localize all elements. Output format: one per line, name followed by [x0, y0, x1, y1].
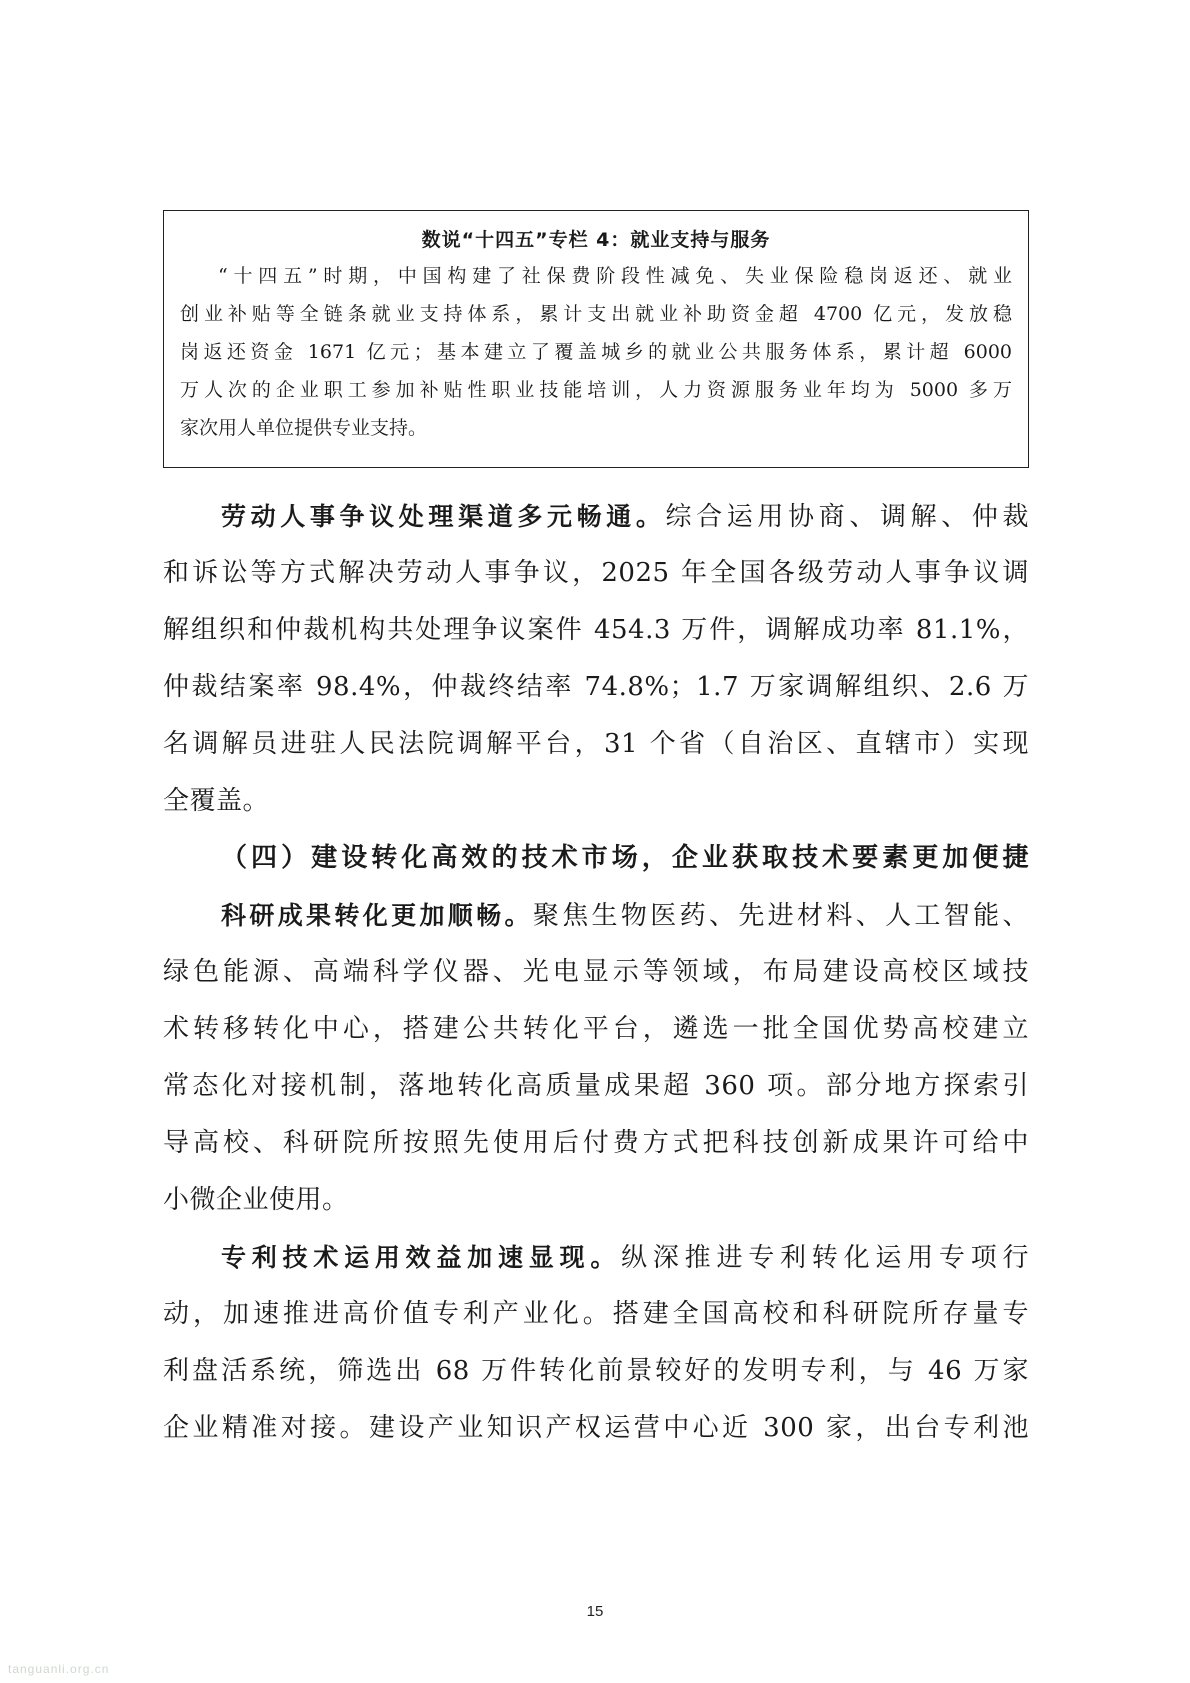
paragraph-line: 名调解员进驻人民法院调解平台，31 个省（自治区、直辖市）实现 — [163, 729, 1029, 759]
page-number: 15 — [586, 1603, 604, 1620]
paragraph-line: 术转移转化中心，搭建公共转化平台，遴选一批全国优势高校建立 — [163, 1014, 1029, 1044]
paragraph-line: 导高校、科研院所按照先使用后付费方式把科技创新成果许可给中 — [163, 1128, 1029, 1158]
paragraph-line: 利盘活系统，筛选出 68 万件转化前景较好的发明专利，与 46 万家 — [163, 1356, 1029, 1386]
section-heading — [163, 830, 1029, 887]
paragraph-line: 常态化对接机制，落地转化高质量成果超 360 项。部分地方探索引 — [163, 1071, 1029, 1101]
paragraph-lead: 劳动人事争议处理渠道多元畅通。 — [221, 502, 666, 531]
section-heading-text: （四）建设转化高效的技术市场，企业获取技术要素更加便捷 — [221, 843, 1029, 873]
box-line: 创业补贴等全链条就业支持体系，累计支出就业补助资金超 4700 亿元，发放稳 — [180, 303, 1012, 325]
watermark: tanguanli.org.cn — [8, 1662, 110, 1676]
paragraph-text: 综合运用协商、调解、仲裁 — [665, 502, 1029, 532]
paragraph-first-line — [163, 488, 1029, 545]
paragraph-line: 全覆盖。 — [163, 786, 270, 816]
paragraph-line: 和诉讼等方式解决劳动人事争议，2025 年全国各级劳动人事争议调 — [163, 558, 1029, 588]
paragraph-line: 企业精准对接。建设产业知识产权运营中心近 300 家，出台专利池 — [163, 1413, 1029, 1443]
paragraph-line: 解组织和仲裁机构共处理争议案件 454.3 万件，调解成功率 81.1%， — [163, 615, 1029, 645]
paragraph-line: 动，加速推进高价值专利产业化。搭建全国高校和科研院所存量专 — [163, 1299, 1029, 1329]
paragraph-lead: 专利技术运用效益加速显现。 — [221, 1243, 622, 1272]
box-line: 岗返还资金 1671 亿元；基本建立了覆盖城乡的就业公共服务体系，累计超 6000 — [180, 341, 1012, 363]
box-title: 数说“十四五”专栏 4：就业支持与服务 — [421, 229, 771, 251]
paragraph-line: 仲裁结案率 98.4%，仲裁终结率 74.8%；1.7 万家调解组织、2.6 万 — [163, 672, 1029, 702]
data-column-box — [163, 210, 1029, 468]
paragraph-lead: 科研成果转化更加顺畅。 — [221, 901, 533, 930]
box-line: “十四五”时期，中国构建了社保费阶段性减免、失业保险稳岗返还、就业 — [218, 265, 1012, 287]
body-text — [163, 488, 1029, 1457]
paragraph-text: 聚焦生物医药、先进材料、人工智能、 — [532, 901, 1029, 931]
paragraph-text: 纵深推进专利转化运用专项行 — [621, 1243, 1029, 1273]
box-line: 万人次的企业职工参加补贴性职业技能培训，人力资源服务业年均为 5000 多万 — [180, 379, 1012, 401]
box-line: 家次用人单位提供专业支持。 — [180, 417, 428, 439]
paragraph-line: 绿色能源、高端科学仪器、光电显示等领域，布局建设高校区域技 — [163, 957, 1029, 987]
paragraph-first-line — [163, 1229, 1029, 1286]
paragraph-line: 小微企业使用。 — [163, 1185, 349, 1215]
paragraph-first-line — [163, 887, 1029, 944]
